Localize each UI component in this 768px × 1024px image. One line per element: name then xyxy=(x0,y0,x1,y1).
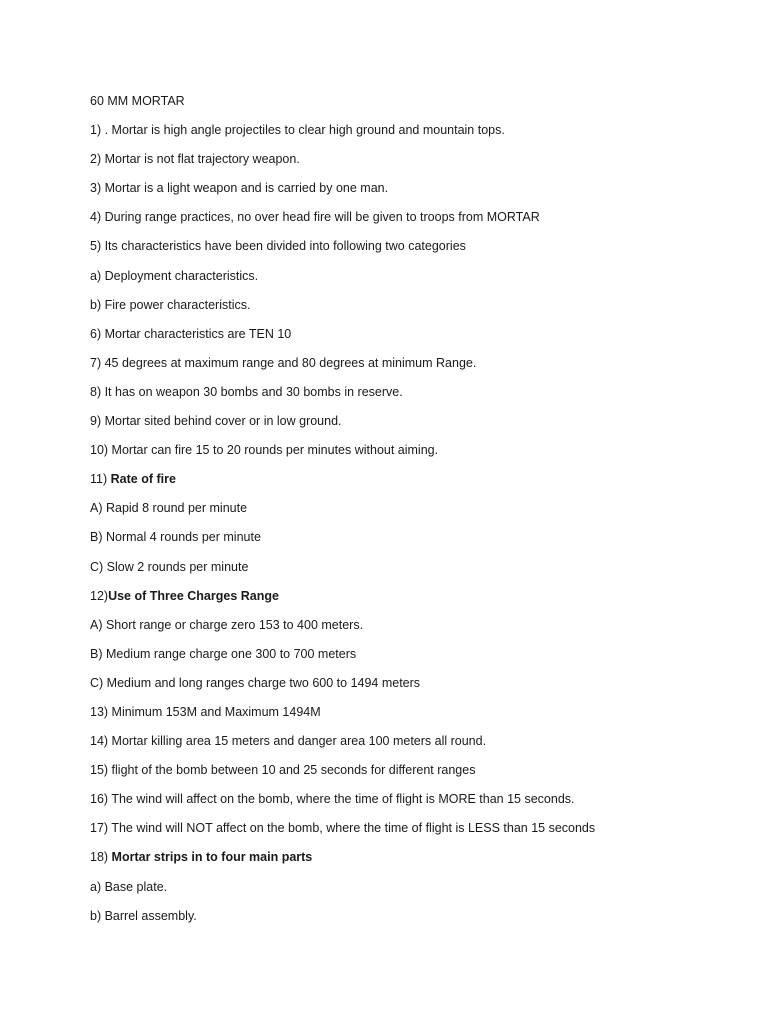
document-line xyxy=(90,413,730,430)
line-text: 5) Its characteristics have been divided into following two categories xyxy=(90,239,466,254)
document-line xyxy=(90,471,730,488)
line-text: a) Base plate. xyxy=(90,879,168,894)
document-lines xyxy=(90,122,730,925)
document-line xyxy=(90,355,730,372)
line-text: B) Normal 4 rounds per minute xyxy=(90,530,261,545)
document-line xyxy=(90,297,730,314)
line-text: 2) Mortar is not flat trajectory weapon. xyxy=(90,152,300,167)
document-line xyxy=(90,326,730,343)
line-text: C) Slow 2 rounds per minute xyxy=(90,559,249,574)
document-line xyxy=(90,500,730,517)
line-heading: Mortar strips in to four main parts xyxy=(111,850,313,865)
document-line xyxy=(90,180,730,197)
document-line xyxy=(90,588,730,605)
line-text: 16) The wind will affect on the bomb, where the time of flight is MORE than 15 seconds. xyxy=(90,792,575,807)
document-body xyxy=(90,93,730,937)
document-title: 60 MM MORTAR xyxy=(90,94,185,108)
line-text: 1) . Mortar is high angle projectiles to clear high ground and mountain tops. xyxy=(90,123,505,138)
document-line xyxy=(90,617,730,634)
document-line xyxy=(90,908,730,925)
line-text: b) Barrel assembly. xyxy=(90,908,197,923)
line-text: 9) Mortar sited behind cover or in low ground. xyxy=(90,414,342,429)
document-line xyxy=(90,122,730,139)
document-line xyxy=(90,238,730,255)
document-line xyxy=(90,646,730,663)
document-line xyxy=(90,762,730,779)
line-text: 8) It has on weapon 30 bombs and 30 bombs in reserve. xyxy=(90,384,403,399)
line-text: 3) Mortar is a light weapon and is carried by one man. xyxy=(90,181,389,196)
line-text: A) Rapid 8 round per minute xyxy=(90,501,248,516)
line-text: 4) During range practices, no over head fire will be given to troops from MORTAR xyxy=(90,210,540,225)
line-text: 15) flight of the bomb between 10 and 25 seconds for different ranges xyxy=(90,763,476,778)
document-line xyxy=(90,209,730,226)
line-text: a) Deployment characteristics. xyxy=(90,268,259,283)
line-text: 13) Minimum 153M and Maximum 1494M xyxy=(90,704,321,719)
document-line xyxy=(90,820,730,837)
line-text: C) Medium and long ranges charge two 600 to 1494 meters xyxy=(90,675,421,690)
line-text: b) Fire power characteristics. xyxy=(90,297,251,312)
document-line xyxy=(90,151,730,168)
line-text: B) Medium range charge one 300 to 700 meters xyxy=(90,646,357,661)
line-text: 12) xyxy=(90,588,109,603)
document-line xyxy=(90,879,730,896)
line-text: 17) The wind will NOT affect on the bomb, where the time of flight is LESS than 15 seconds xyxy=(90,821,596,836)
document-line xyxy=(90,704,730,721)
document-line xyxy=(90,675,730,692)
line-text: 7) 45 degrees at maximum range and 80 degrees at minimum Range. xyxy=(90,355,477,370)
line-text: 10) Mortar can fire 15 to 20 rounds per minutes without aiming. xyxy=(90,443,439,458)
line-heading: Rate of fire xyxy=(110,472,176,487)
line-text: 18) xyxy=(90,850,112,865)
line-text: 11) xyxy=(90,472,111,487)
line-heading: Use of Three Charges Range xyxy=(108,588,279,603)
document-line xyxy=(90,384,730,401)
document-line xyxy=(90,529,730,546)
document-line xyxy=(90,849,730,866)
line-text: 6) Mortar characteristics are TEN 10 xyxy=(90,326,292,341)
line-text: A) Short range or charge zero 153 to 400 meters. xyxy=(90,617,364,632)
document-line xyxy=(90,559,730,576)
document-line xyxy=(90,268,730,285)
line-text: 14) Mortar killing area 15 meters and danger area 100 meters all round. xyxy=(90,734,487,749)
document-line xyxy=(90,733,730,750)
document-line xyxy=(90,791,730,808)
document-line xyxy=(90,442,730,459)
